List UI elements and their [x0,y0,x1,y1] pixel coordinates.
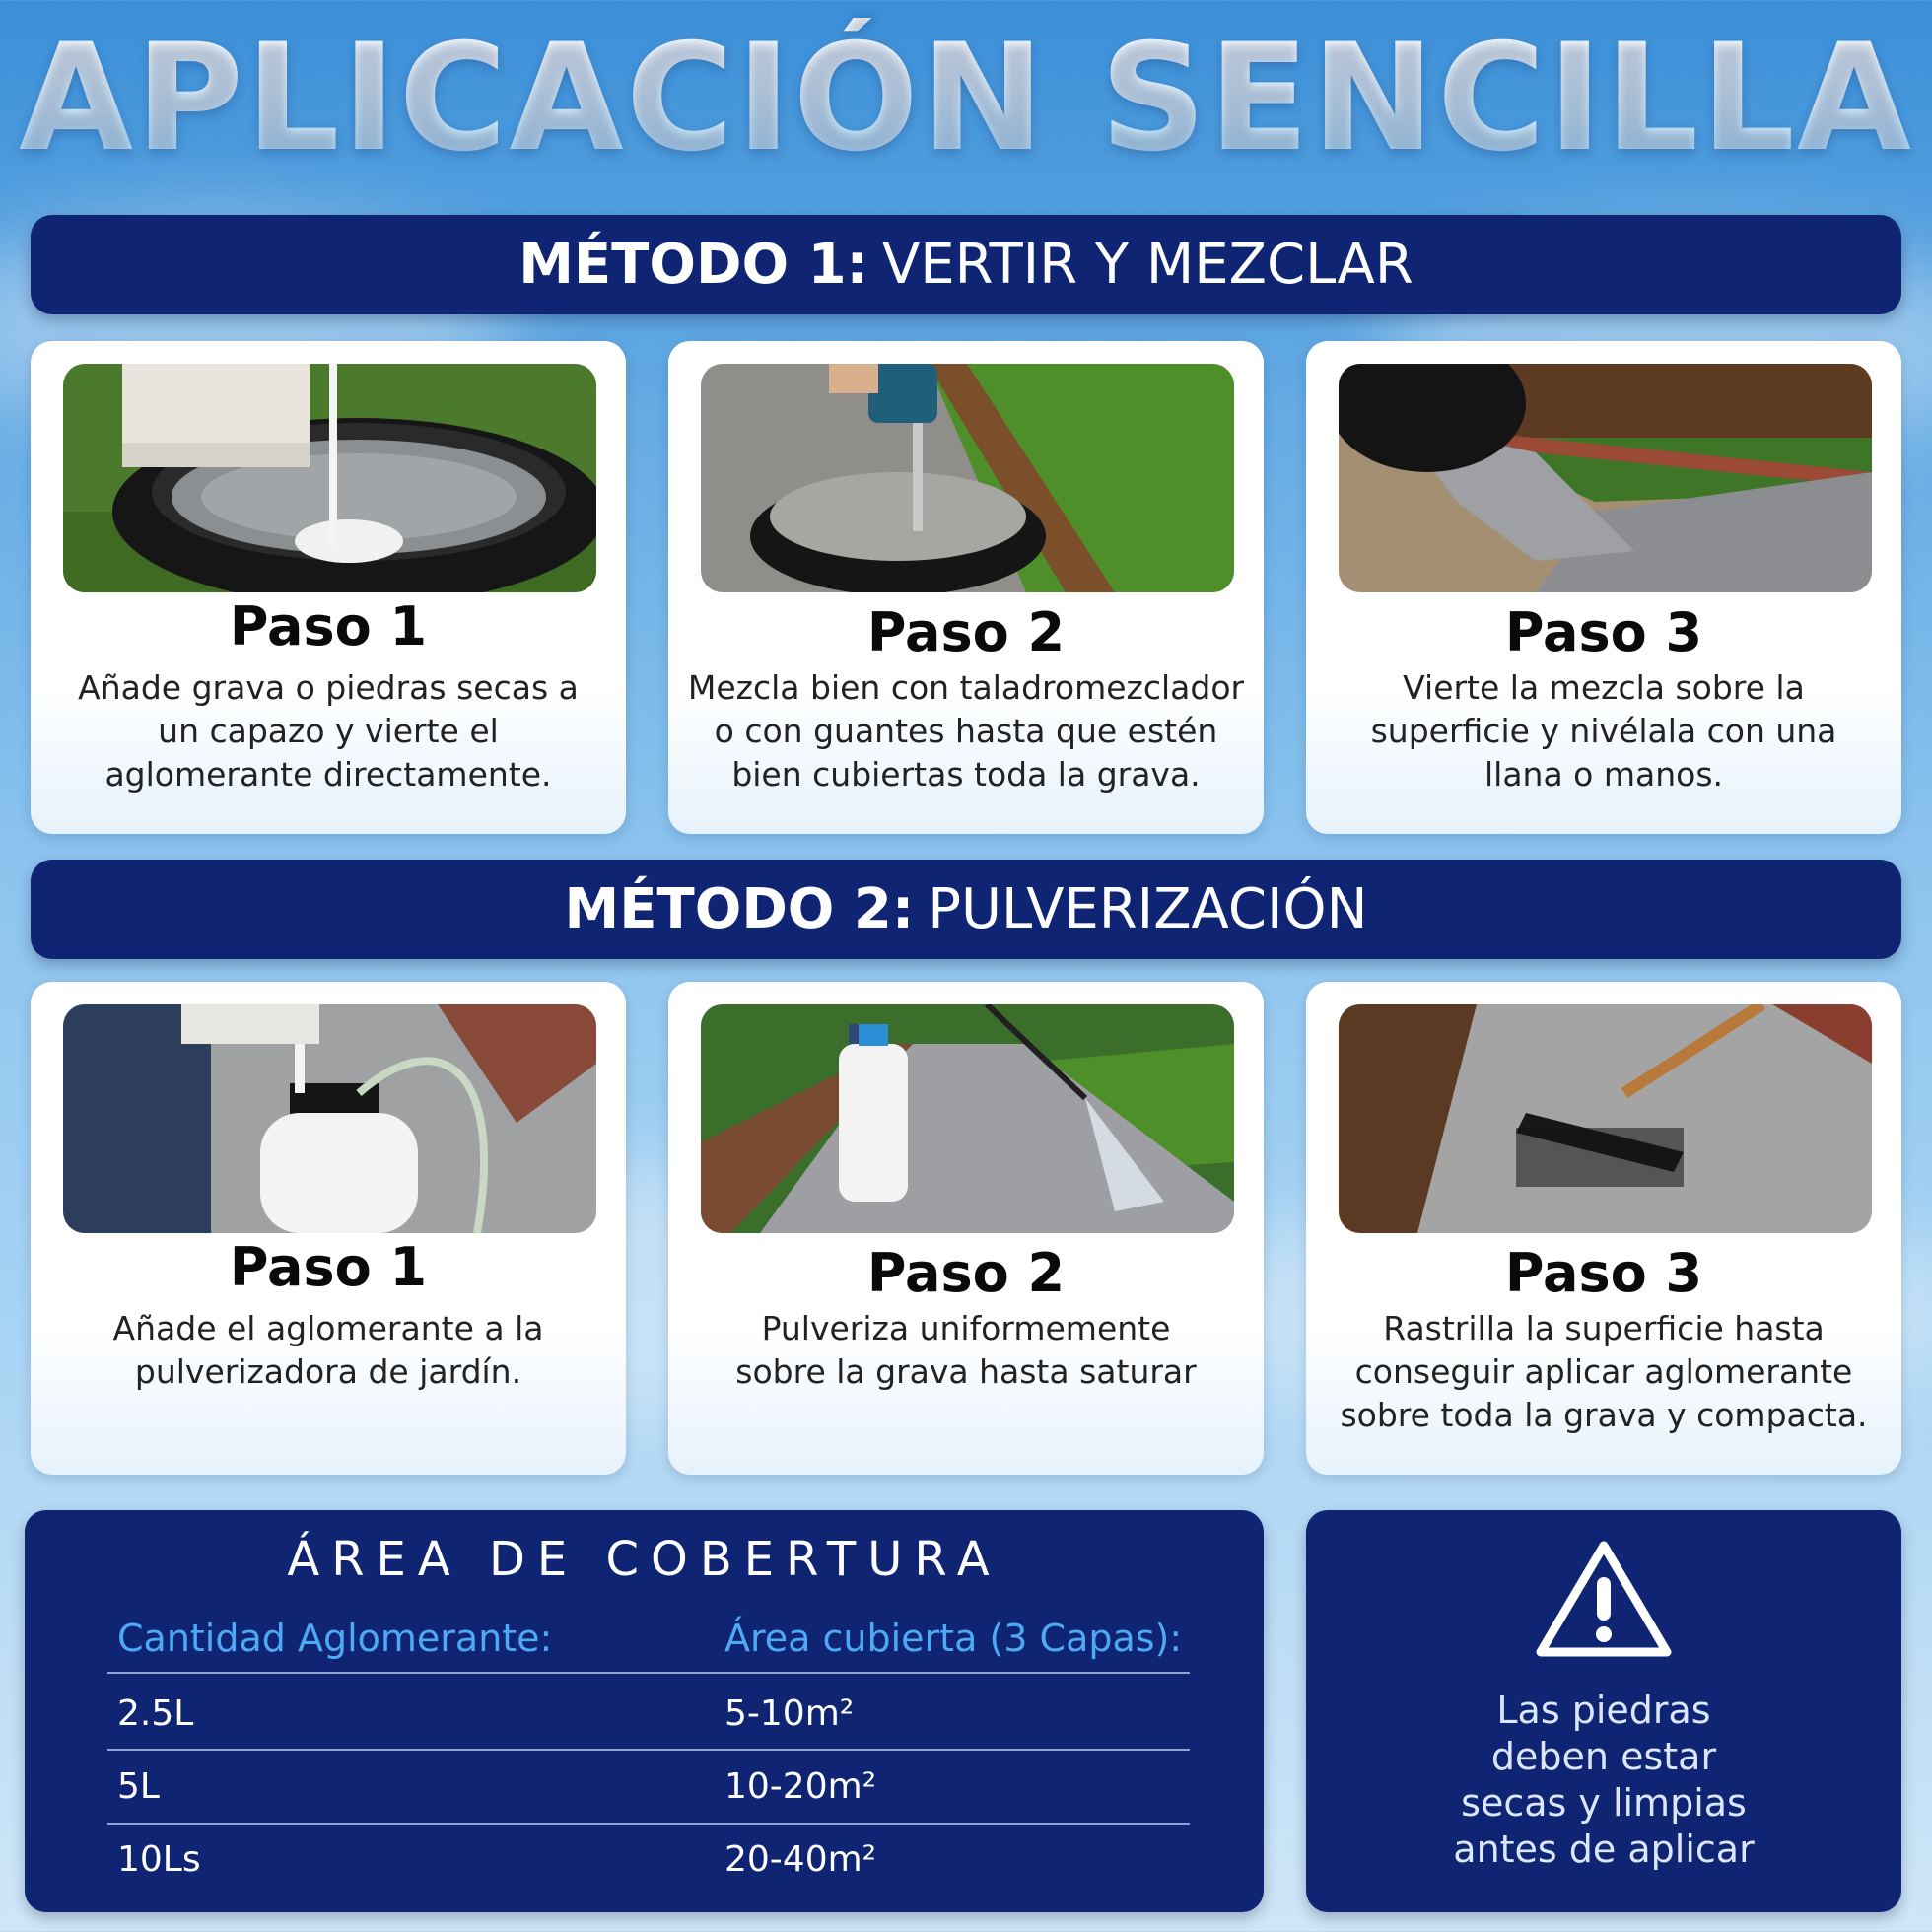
method-2-step-1-card [31,982,626,1475]
raking-gravel-photo [1339,1004,1872,1233]
method-2-step-2-card [668,982,1264,1475]
step-description [36,666,620,796]
method-2-name: PULVERIZACIÓN [928,877,1368,941]
method-2-banner [31,860,1901,959]
warning-line: deben estar [1490,1735,1717,1778]
step-line: sobre la grava hasta saturar [735,1352,1197,1391]
amount-cell: 5L [117,1766,160,1807]
step-line: conseguir aplicar aglomerante [1354,1352,1853,1391]
step-description [674,1307,1258,1394]
area-column-header: Área cubierta (3 Capas): [724,1617,1183,1660]
table-divider [107,1823,1190,1825]
area-cell: 10-20m² [724,1766,877,1807]
warning-line: secas y limpias [1461,1781,1747,1825]
warning-line: antes de aplicar [1453,1828,1755,1871]
method-2-step-3-card [1306,982,1901,1475]
step-description [1312,666,1896,796]
step-line: Vierte la mezcla sobre la [1403,668,1805,707]
coverage-title: ÁREA DE COBERTURA [287,1532,1001,1587]
step-line: superficie y nivélala con una [1370,712,1837,750]
step-title: Paso 2 [866,601,1066,663]
step-line: bien cubiertas toda la grava. [731,755,1201,794]
warning-line: Las piedras [1496,1689,1711,1732]
step-line: llana o manos. [1484,755,1724,794]
amount-cell: 10Ls [117,1839,201,1880]
step-line: aglomerante directamente. [104,755,552,794]
method-1-step-1-card [31,341,626,834]
step-line: Mezcla bien con taladromezclador [687,668,1245,707]
step-line: pulverizadora de jardín. [134,1352,522,1391]
step-title: Paso 3 [1504,1242,1703,1304]
pouring-binder-photo [63,364,596,592]
method-1-name: VERTIR Y MEZCLAR [881,233,1414,297]
coverage-panel [25,1510,1264,1912]
step-line: Rastrilla la superficie hasta [1383,1309,1825,1347]
step-title: Paso 1 [229,595,428,657]
method-1-step-2-card [668,341,1264,834]
drill-mixing-photo [701,364,1234,592]
step-description [36,1307,620,1394]
step-line: Añade el aglomerante a la [112,1309,544,1347]
step-line: un capazo y vierte el [158,712,499,750]
method-1-step-3-card [1306,341,1901,834]
step-line: sobre toda la grava y compacta. [1340,1396,1868,1434]
method-1-label: MÉTODO 1: [518,233,868,297]
table-divider [107,1672,1190,1674]
warning-message [1346,1688,1862,1873]
step-description [674,666,1258,796]
filling-sprayer-photo [63,1004,596,1233]
step-title: Paso 2 [866,1242,1066,1304]
step-title: Paso 1 [229,1236,428,1298]
method-2-label: MÉTODO 2: [564,877,915,941]
area-cell: 5-10m² [724,1693,855,1734]
table-divider [107,1749,1190,1751]
step-description [1312,1307,1896,1437]
step-title: Paso 3 [1504,601,1703,663]
page-title: APLICACIÓN SENCILLA [0,18,1932,180]
step-line: o con guantes hasta que estén [714,712,1218,750]
warning-panel [1306,1510,1901,1912]
warning-icon [1535,1538,1673,1660]
amount-column-header: Cantidad Aglomerante: [117,1617,553,1660]
spreading-mix-photo [1339,364,1872,592]
spraying-gravel-photo [701,1004,1234,1233]
method-1-banner [31,215,1901,314]
area-cell: 20-40m² [724,1839,877,1880]
step-line: Pulveriza uniformemente [761,1309,1171,1347]
step-line: Añade grava o piedras secas a [78,668,579,707]
amount-cell: 2.5L [117,1693,194,1734]
